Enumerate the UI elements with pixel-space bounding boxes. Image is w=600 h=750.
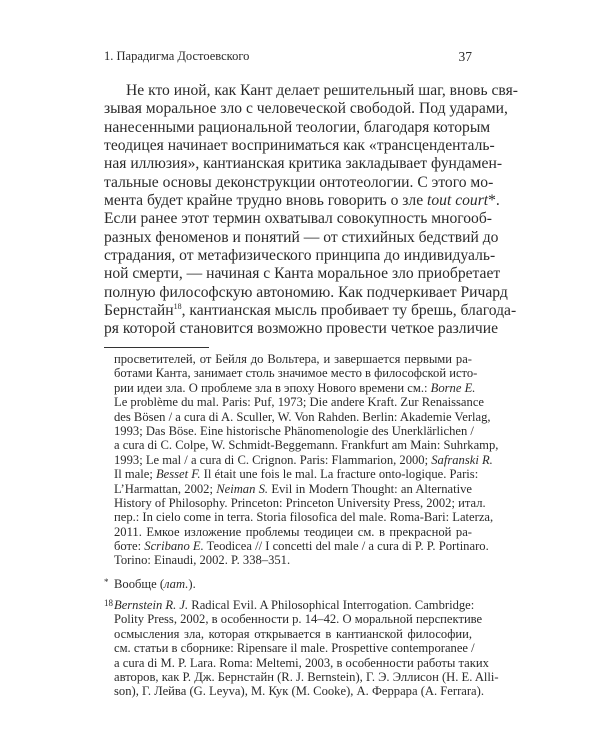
text-segment: полную философскую автономию. Как подчеркивает Ричард (104, 283, 508, 301)
text-segment: ря которой становится возможно провести четкое различие (104, 320, 499, 338)
footnote-marker: 18 (104, 598, 113, 608)
text-segment: ной смерти, — начиная с Канта моральное зло приобретает (104, 265, 501, 283)
italic-text: Bernstein R. J. (114, 598, 189, 612)
text-line (104, 320, 499, 338)
text-line (104, 155, 503, 173)
text-segment: Бернстайн (104, 302, 174, 320)
text-segment: 2011. Емкое изложение проблемы теодицеи см. в прекрасной ра- (114, 524, 472, 539)
text-line (114, 525, 472, 539)
text-segment: боте: (114, 539, 145, 554)
text-segment: Не кто иной, как Кант делает решительный шаг, вновь свя- (126, 82, 518, 99)
text-segment: History of Philosophy. Princeton: Princeton University Press, 2002; итал. (114, 495, 486, 510)
text-segment: Il male; (114, 467, 156, 482)
text-line (114, 395, 485, 410)
text-line (104, 192, 500, 210)
text-segment: 1993; Le mal / a cura di C. Crignon. Paris: Flammarion, 2000; (114, 452, 432, 467)
text-line (114, 424, 472, 438)
main-text (104, 82, 518, 339)
text-line (114, 482, 472, 496)
footnote-marker: * (104, 577, 109, 587)
footnote-reference: 18 (173, 301, 182, 311)
text-line (114, 577, 472, 591)
text-segment: Polity Press, 2002, в особенности p. 14–42. О моральной перспективе (114, 612, 483, 627)
italic-text: Besset F. (155, 467, 201, 482)
text-segment: зывая моральное зло с человеческой свободой. Под ударами, (104, 100, 508, 118)
footnote-star (104, 577, 472, 591)
text-segment: пер.: In cielo come in terra. Storia filosofica del male. Roma-Bari: Laterza, (114, 510, 494, 525)
text-line (104, 118, 491, 137)
text-line (114, 553, 472, 567)
text-segment: страдания, от метафизического принципа до индивидуаль- (104, 247, 496, 265)
text-line (114, 495, 486, 510)
text-segment: см. статьи в сборнике: Ripensare il male. Prospettive contemporanee / (114, 641, 475, 656)
text-line (104, 228, 499, 247)
text-line (114, 380, 476, 395)
text-segment: Torino: Einaudi, 2002. P. 338–351. (114, 553, 291, 568)
text-segment: мента будет крайне трудно вновь говорить о зле (104, 192, 428, 210)
text-line (114, 598, 475, 612)
text-line (114, 366, 478, 381)
text-segment: a cura di C. Colpe, W. Schmidt-Beggemann. Frankfurt am Main: Suhrkamp, (114, 438, 499, 453)
text-line (104, 301, 517, 320)
footnote-separator (104, 347, 209, 348)
text-segment: Le problème du mal. Paris: Puf, 1973; Die andere Kraft. Zur Renaissance (114, 395, 485, 410)
text-line (114, 467, 479, 482)
text-segment: разных феноменов и понятий — от стихийных бедствий до (104, 228, 499, 246)
text-line (114, 684, 484, 699)
text-segment: Radical Evil. A Philosophical Interrogation. Cambridge: (188, 598, 475, 612)
italic-text: Scribano E. (144, 539, 204, 554)
text-segment: нанесенными рациональной теологии, благодаря которым (104, 118, 491, 136)
page-number: 37 (458, 49, 472, 64)
footnote-18 (104, 598, 499, 699)
text-segment: Если ранее этот термин охватывал совокупность многооб- (104, 210, 492, 228)
text-line (104, 100, 508, 118)
italic-text: Neiman S. (216, 481, 269, 496)
running-header (104, 49, 472, 65)
text-segment: , кантианская мысль пробивает ту брешь, благода- (181, 302, 517, 320)
text-segment: 1993; Das Böse. Eine historische Phänomenologie des Unerklärlichen / (114, 423, 474, 438)
text-line (104, 137, 495, 155)
text-line (104, 173, 494, 192)
text-line (104, 82, 518, 100)
text-line (114, 612, 483, 627)
chapter-title: 1. Парадигма Достоевского (104, 49, 250, 63)
text-segment: a cura di M. P. Lara. Roma: Meltemi, 2003, в особенности работы таких (114, 655, 489, 670)
text-line (104, 265, 501, 283)
text-segment: des Bösen / a cura di A. Sculler, W. Von Rahden. Berlin: Akademie Verlag, (114, 409, 491, 424)
text-segment: Teodicea // I concetti del male / a cura di P. P. Portinaro. (203, 539, 489, 554)
text-line (104, 210, 492, 228)
text-segment: L’Harmattan, 2002; (114, 481, 217, 496)
text-line (114, 409, 491, 424)
text-line (114, 452, 493, 467)
text-line (114, 510, 494, 525)
text-segment: теодицея начинает восприниматься как «трансценденталь- (104, 137, 495, 155)
text-segment: осмысления зла, которая открывается в кантианской философии, (114, 626, 472, 641)
text-segment: авторов, как Р. Дж. Бернстайн (R. J. Bernstein), Г. Э. Эллисон (H. E. Alli- (114, 669, 499, 684)
italic-text: tout court (427, 192, 489, 210)
text-segment: Вообще ( (114, 577, 165, 591)
text-line (104, 283, 508, 302)
text-line (114, 438, 499, 453)
text-segment: Evil in Modern Thought: an Alternative (268, 481, 472, 496)
text-line (114, 641, 475, 656)
text-segment: тальные основы деконструкции онтотеологии. С этого мо- (104, 173, 494, 191)
italic-text: Safranski R. (431, 452, 493, 467)
text-segment: *. (488, 192, 500, 210)
text-segment: просветителей, от Бейля до Вольтера, и завершается первыми ра- (114, 352, 472, 366)
text-segment: ная иллюзия», кантианская критика закладывает фундамен- (104, 155, 503, 173)
text-segment: Il était une fois le mal. La fracture onto-logique. Paris: (200, 467, 479, 482)
text-line (114, 655, 489, 670)
text-line (104, 247, 496, 265)
footnote-continued (114, 352, 499, 568)
text-line (114, 539, 489, 554)
text-segment: son), Г. Лейва (G. Leyva), М. Кук (M. Cooke), А. Феррара (A. Ferrara). (114, 684, 484, 699)
text-segment: ). (188, 577, 196, 591)
text-segment: рии идеи зла. О проблеме зла в эпоху Нового времени см.: (114, 380, 431, 395)
italic-text: Borne E. (430, 380, 476, 395)
text-line (114, 352, 472, 366)
text-line (114, 669, 499, 684)
text-segment: ботами Канта, занимает столь значимое место в философской исто- (114, 366, 478, 381)
text-line (114, 627, 472, 641)
italic-text: лат. (164, 577, 189, 591)
